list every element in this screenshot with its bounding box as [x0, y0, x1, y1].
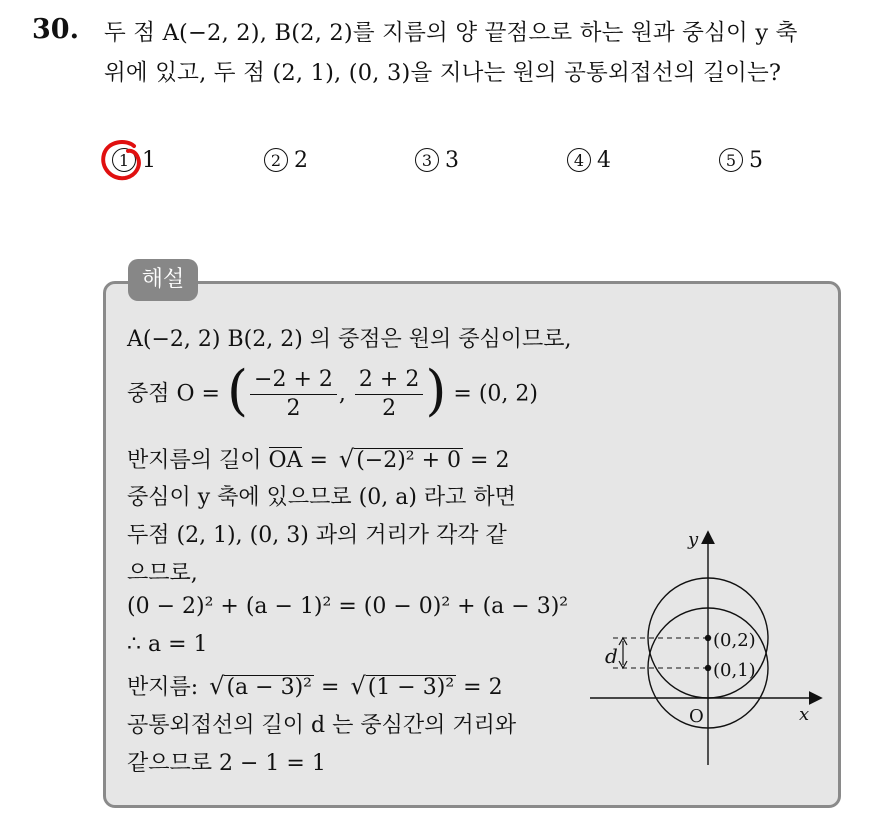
solution-line-6: 으므로,: [127, 561, 198, 586]
point-0-1-label: (0,1): [713, 660, 756, 681]
answer-mark-icon: [98, 136, 146, 184]
question-text-line-1: 두 점 A(−2, 2), B(2, 2)를 지름의 양 끝점으로 하는 원과 중심이 y 축: [104, 20, 798, 46]
choice-value: 4: [597, 148, 611, 173]
choice-value: 2: [294, 148, 308, 173]
choice-value: 3: [445, 148, 459, 173]
fraction-x-den: 2: [286, 396, 301, 421]
radius-result: = 2: [470, 448, 510, 473]
eq-sign: =: [321, 675, 340, 700]
midpoint-prefix: 중점 O =: [127, 381, 220, 407]
fraction-x: [250, 366, 337, 423]
y-axis-label: y: [688, 529, 699, 550]
solution-line-3: [127, 443, 509, 474]
question-text-line-2: 위에 있고, 두 점 (2, 1), (0, 3)을 지나는 원의 공통외접선의 길이는?: [104, 60, 782, 86]
choice-number: 1: [112, 148, 136, 172]
sqrt-icon: √: [209, 672, 225, 700]
solution-line-8: ∴ a = 1: [127, 632, 208, 657]
solution-line-10: 공통외접선의 길이 d 는 중심간의 거리와: [127, 713, 517, 738]
choice-5[interactable]: [719, 148, 763, 173]
question-number: 30.: [32, 14, 79, 45]
right-paren: ): [425, 358, 447, 422]
sqrt-icon: √: [338, 445, 355, 473]
solution-line-2: [127, 358, 538, 423]
choice-value: 5: [749, 148, 763, 173]
choice-number: 5: [719, 148, 743, 172]
solution-line-1: A(−2, 2) B(2, 2) 의 중점은 원의 중심이므로,: [127, 327, 572, 352]
solution-line-9: [127, 670, 503, 701]
radicand-2: (1 − 3)²: [367, 675, 455, 700]
fraction-y-den: 2: [382, 396, 397, 421]
eq-sign: =: [309, 448, 328, 473]
left-paren: (: [226, 358, 249, 422]
choice-value: 1: [142, 148, 156, 173]
comma: ,: [338, 381, 346, 407]
radius2-result: = 2: [463, 675, 503, 700]
point-0-2: [705, 635, 711, 641]
point-0-1: [705, 665, 711, 671]
fraction-y-num: 2 + 2: [355, 366, 423, 395]
segment-oa: OA: [268, 448, 303, 473]
x-axis-label: x: [799, 704, 810, 725]
choice-number: 2: [264, 148, 288, 172]
solution-line-5: 두점 (2, 1), (0, 3) 과의 거리가 각각 같: [127, 523, 507, 548]
solution-tag: 해설: [128, 259, 198, 301]
solution-line-11: 같으므로 2 − 1 = 1: [127, 751, 326, 776]
choice-number: 3: [415, 148, 439, 172]
fraction-x-num: −2 + 2: [250, 366, 337, 395]
choice-4[interactable]: [567, 148, 611, 173]
fraction-y: [355, 366, 423, 423]
sqrt-icon: √: [350, 672, 366, 700]
radius2-prefix: 반지름:: [127, 675, 199, 700]
solution-line-4: 중심이 y 축에 있으므로 (0, a) 라고 하면: [127, 485, 516, 510]
midpoint-result: = (0, 2): [453, 381, 538, 407]
point-0-2-label: (0,2): [713, 630, 756, 651]
choice-number: 4: [567, 148, 591, 172]
solution-line-7: (0 − 2)² + (a − 1)² = (0 − 0)² + (a − 3)²: [127, 594, 569, 619]
choice-3[interactable]: [415, 148, 459, 173]
circles-diagram: [585, 525, 830, 770]
radius-prefix: 반지름의 길이: [127, 448, 262, 473]
radicand: (−2)² + 0: [356, 448, 462, 473]
origin-label: O: [689, 706, 704, 727]
choice-2[interactable]: [264, 148, 308, 173]
radicand-1: (a − 3)²: [226, 675, 312, 700]
d-label: d: [605, 644, 618, 668]
